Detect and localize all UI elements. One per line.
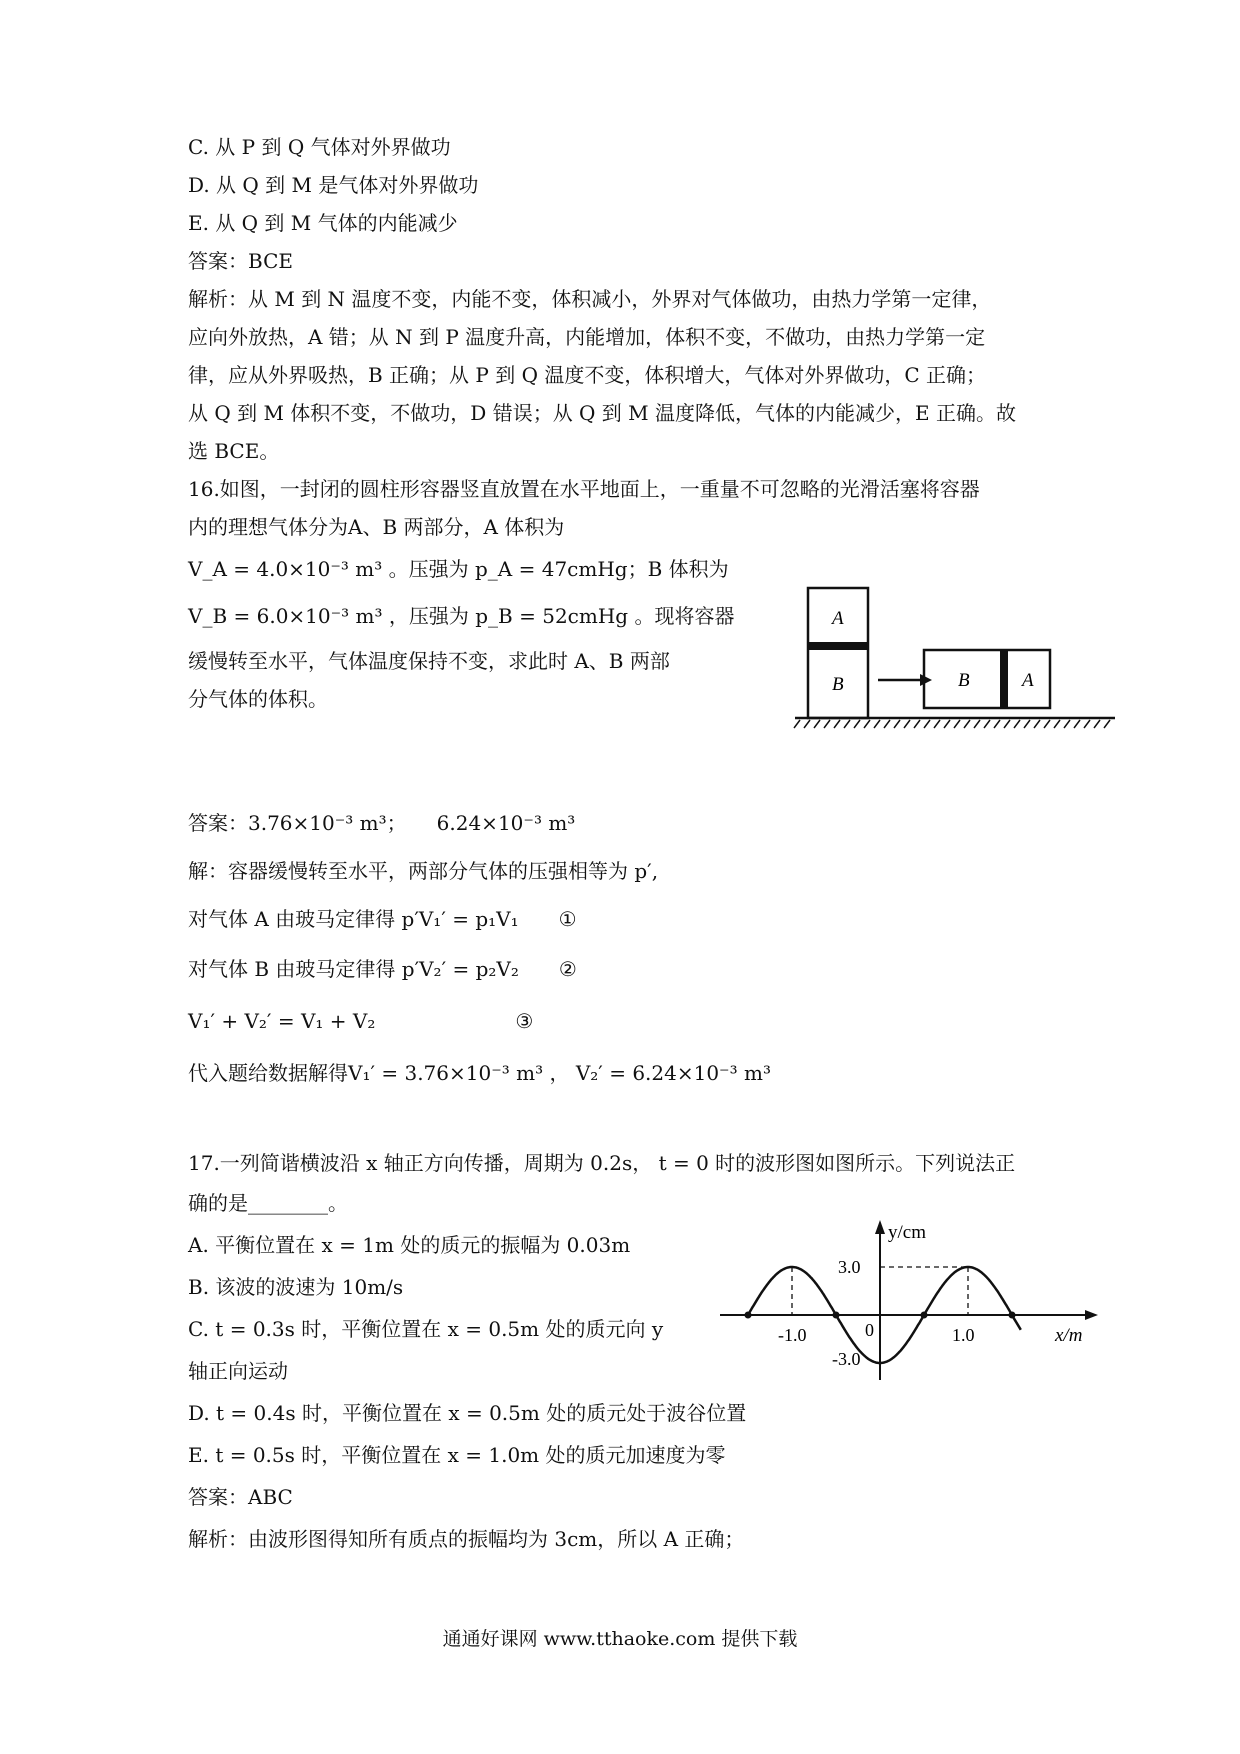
marker-3: ③ bbox=[515, 1009, 534, 1033]
y-tick-pos: 3.0 bbox=[838, 1257, 861, 1277]
y-axis-arrow bbox=[875, 1220, 885, 1234]
x-tick-pos: 1.0 bbox=[952, 1325, 975, 1345]
q17-option: D. t = 0.4s 时，平衡位置在 x = 0.5m 处的质元处于波谷位置 bbox=[188, 1401, 747, 1425]
page-footer: 通通好课网 www.tthaoke.com 提供下载 bbox=[442, 1628, 798, 1650]
piston-container-figure bbox=[790, 580, 1120, 730]
q16-solution-line: 解：容器缓慢转至水平，两部分气体的压强相等为 p′, bbox=[188, 859, 659, 883]
q15-option-e: E. 从 Q 到 M 气体的内能减少 bbox=[188, 211, 458, 235]
q15-answer: 答案：BCE bbox=[188, 249, 293, 273]
q17-option: E. t = 0.5s 时，平衡位置在 x = 1.0m 处的质元加速度为零 bbox=[188, 1443, 726, 1467]
ground-hatch bbox=[794, 720, 1110, 728]
q16-stem-line: 16.如图，一封闭的圆柱形容器竖直放置在水平地面上，一重量不可忽略的光滑活塞将容器 bbox=[188, 477, 980, 501]
marker-1: ① bbox=[558, 907, 577, 931]
q16-stem-line: V_A = 4.0×10⁻³ m³ 。压强为 p_A = 47cmHg；B 体积为 bbox=[188, 557, 729, 581]
label-a-vertical: A bbox=[832, 608, 844, 629]
rotate-arrow-head bbox=[920, 674, 932, 686]
q17-stem-line: 确的是________。 bbox=[188, 1191, 348, 1215]
x-tick-neg: -1.0 bbox=[778, 1325, 807, 1345]
q16-stem-line: 分气体的体积。 bbox=[188, 687, 328, 711]
x-axis-arrow bbox=[1085, 1310, 1098, 1320]
q17-analysis: 解析：由波形图得知所有质点的振幅均为 3cm，所以 A 正确； bbox=[188, 1527, 745, 1551]
wave-graph bbox=[720, 1220, 1100, 1390]
marker-2: ② bbox=[558, 957, 577, 981]
vertical-piston bbox=[808, 642, 868, 650]
q15-analysis-line: 选 BCE。 bbox=[188, 439, 280, 463]
label-b-vertical: B bbox=[832, 674, 844, 695]
q15-option-c: C. 从 P 到 Q 气体对外界做功 bbox=[188, 135, 451, 159]
q17-answer: 答案：ABC bbox=[188, 1485, 293, 1509]
q16-stem-line: V_B = 6.0×10⁻³ m³ ，压强为 p_B = 52cmHg 。现将容器 bbox=[188, 604, 735, 628]
q16-stem-line: 缓慢转至水平，气体温度保持不变，求此时 A、B 两部 bbox=[188, 649, 670, 673]
q17-option: A. 平衡位置在 x = 1m 处的质元的振幅为 0.03m bbox=[188, 1233, 631, 1257]
q15-analysis-line: 从 Q 到 M 体积不变，不做功，D 错误；从 Q 到 M 温度降低，气体的内能减少，E 正确。故 bbox=[188, 401, 1016, 425]
q17-option: 轴正向运动 bbox=[188, 1359, 288, 1383]
q17-stem-line: 17.一列简谐横波沿 x 轴正方向传播，周期为 0.2s， t = 0 时的波形图如图所示。下列说法正 bbox=[188, 1151, 1016, 1175]
q15-analysis-line: 应向外放热，A 错；从 N 到 P 温度升高，内能增加，体积不变，不做功，由热力学第一定 bbox=[188, 325, 986, 349]
node-point bbox=[833, 1312, 840, 1319]
origin-label: 0 bbox=[865, 1320, 874, 1340]
label-a-horizontal: A bbox=[1022, 670, 1034, 691]
y-tick-neg: -3.0 bbox=[832, 1349, 861, 1369]
node-point bbox=[745, 1312, 752, 1319]
node-point bbox=[921, 1312, 928, 1319]
q15-analysis-line: 解析：从 M 到 N 温度不变，内能不变，体积减小，外界对气体做功，由热力学第一定律， bbox=[188, 287, 992, 311]
y-axis-label: y/cm bbox=[888, 1222, 926, 1243]
q17-option: B. 该波的波速为 10m/s bbox=[188, 1275, 404, 1299]
q16-solution-line: 对气体 A 由玻马定律得 p′V₁′ = p₁V₁ ① bbox=[188, 907, 577, 931]
node-point bbox=[1009, 1312, 1016, 1319]
q16-solution-line: 对气体 B 由玻马定律得 p′V₂′ = p₂V₂ ② bbox=[188, 957, 577, 981]
q15-option-d: D. 从 Q 到 M 是气体对外界做功 bbox=[188, 173, 479, 197]
q16-solution-line: V₁′ + V₂′ = V₁ + V₂ ③ bbox=[188, 1009, 534, 1033]
q15-analysis-line: 律，应从外界吸热，B 正确；从 P 到 Q 温度不变，体积增大，气体对外界做功，C 正确； bbox=[188, 363, 986, 387]
label-b-horizontal: B bbox=[958, 670, 970, 691]
q16-stem-line: 内的理想气体分为A、B 两部分，A 体积为 bbox=[188, 515, 565, 539]
q16-answer: 答案：3.76×10⁻³ m³； 6.24×10⁻³ m³ bbox=[188, 811, 576, 835]
q17-option: C. t = 0.3s 时，平衡位置在 x = 0.5m 处的质元向 y bbox=[188, 1317, 664, 1341]
q16-solution-line: 代入题给数据解得V₁′ = 3.76×10⁻³ m³ ， V₂′ = 6.24×10⁻³ m³ bbox=[188, 1061, 771, 1085]
x-axis-label: x/m bbox=[1055, 1325, 1083, 1346]
horizontal-piston bbox=[1000, 650, 1008, 708]
